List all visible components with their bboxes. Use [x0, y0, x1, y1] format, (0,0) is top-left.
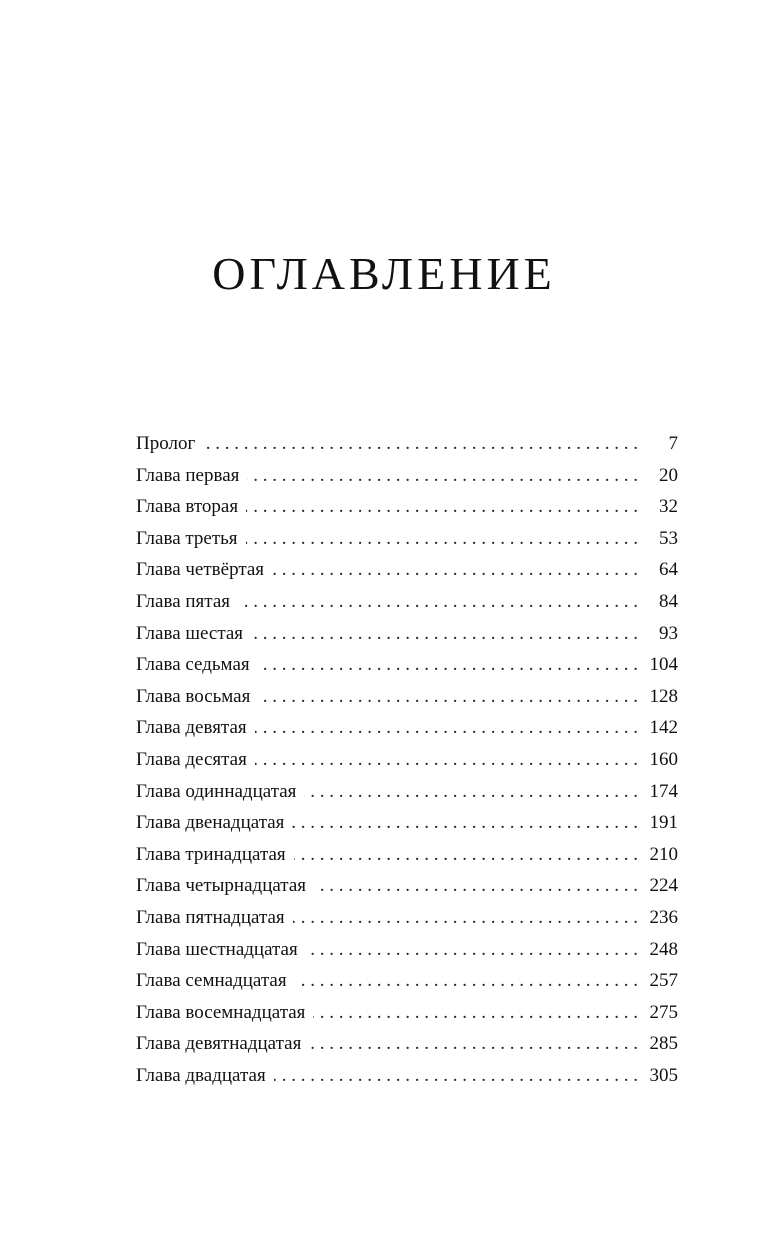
dot-leader: [304, 776, 638, 808]
toc-entry-page: 275: [649, 1001, 678, 1023]
dot-leader: [247, 460, 638, 492]
toc-entry-label: Глава шестнадцатая: [136, 938, 298, 960]
dot-leader: [238, 586, 638, 618]
toc-entry-label: Глава двенадцатая: [136, 812, 285, 834]
toc-entry-label: Глава семнадцатая: [136, 970, 287, 992]
toc-entry-label: Глава одиннадцатая: [136, 780, 297, 802]
toc-entry-page: 305: [649, 1064, 678, 1086]
toc-entry-page: 174: [649, 780, 678, 802]
dot-leader: [251, 618, 638, 650]
page-title: ОГЛАВЛЕНИЕ: [212, 248, 556, 299]
toc-entry-page: 20: [659, 464, 678, 486]
toc-entry: [136, 554, 678, 586]
toc-entry-label: Глава пятая: [136, 590, 230, 612]
toc-entry: [136, 586, 678, 618]
toc-entry: [136, 870, 678, 902]
toc-entry-page: 53: [659, 527, 678, 549]
toc-entry-page: 236: [649, 906, 678, 928]
toc-entry-page: 224: [649, 875, 678, 897]
toc-entry-page: 128: [649, 685, 678, 707]
toc-entry-page: 64: [659, 559, 678, 581]
toc-entry-label: Глава двадцатая: [136, 1064, 266, 1086]
dot-leader: [258, 681, 638, 713]
toc-entry-label: Глава девятнадцатая: [136, 1033, 302, 1055]
toc-entry: [136, 1028, 678, 1060]
toc-entry-label: Глава четвёртая: [136, 559, 265, 581]
dot-leader: [295, 965, 638, 997]
toc-entry-label: Глава четырнадцатая: [136, 875, 307, 897]
toc-entry-page: 285: [649, 1033, 678, 1055]
toc-entry-label: Глава девятая: [136, 717, 247, 739]
toc-entry-page: 142: [649, 717, 678, 739]
toc-entry-page: 7: [668, 433, 678, 454]
toc-entry: [136, 681, 678, 713]
dot-leader: [203, 428, 638, 460]
dot-leader: [314, 870, 638, 902]
dot-leader: [258, 649, 638, 681]
toc-entry-page: 93: [659, 622, 678, 644]
toc-entry-label: Глава седьмая: [136, 654, 250, 676]
toc-entry: [136, 491, 678, 523]
toc-entry-label: Глава вторая: [136, 496, 239, 518]
toc-entry: [136, 618, 678, 650]
dot-leader: [309, 1028, 638, 1060]
toc-entry: [136, 807, 678, 839]
toc-entry-page: 210: [649, 843, 678, 865]
toc-entry: [136, 428, 678, 460]
toc-entry-label: Пролог: [136, 433, 196, 454]
dot-leader: [255, 744, 638, 776]
toc-entry-page: 84: [659, 590, 678, 612]
toc-entry: [136, 934, 678, 966]
toc-entry-label: Глава восемнадцатая: [136, 1001, 306, 1023]
toc-entry: [136, 776, 678, 808]
toc-entry: [136, 523, 678, 555]
dot-leader: [313, 997, 638, 1029]
dot-leader: [292, 807, 638, 839]
toc-entry: [136, 1060, 678, 1092]
dot-leader: [255, 712, 638, 744]
toc-entry-page: 160: [649, 748, 678, 770]
dot-leader: [272, 554, 638, 586]
toc-entry-page: 191: [649, 812, 678, 834]
table-of-contents: [136, 428, 678, 1091]
toc-entry-label: Глава тринадцатая: [136, 843, 286, 865]
dot-leader: [293, 902, 638, 934]
dot-leader: [274, 1060, 638, 1092]
toc-entry-page: 257: [649, 970, 678, 992]
toc-entry: [136, 460, 678, 492]
toc-entry-label: Глава первая: [136, 464, 240, 486]
toc-entry-label: Глава шестая: [136, 622, 244, 644]
toc-entry: [136, 902, 678, 934]
toc-entry: [136, 712, 678, 744]
dot-leader: [246, 523, 638, 555]
toc-entry-label: Глава третья: [136, 527, 238, 549]
toc-entry: [136, 649, 678, 681]
dot-leader: [246, 491, 638, 523]
toc-entry: [136, 965, 678, 997]
toc-entry-label: Глава пятнадцатая: [136, 906, 285, 928]
toc-entry-label: Глава десятая: [136, 748, 247, 770]
toc-entry: [136, 997, 678, 1029]
toc-entry-page: 248: [649, 938, 678, 960]
toc-entry-label: Глава восьмая: [136, 685, 251, 707]
toc-entry-page: 104: [649, 654, 678, 676]
toc-entry: [136, 839, 678, 871]
dot-leader: [306, 934, 638, 966]
dot-leader: [294, 839, 638, 871]
toc-entry: [136, 744, 678, 776]
toc-entry-page: 32: [659, 496, 678, 518]
